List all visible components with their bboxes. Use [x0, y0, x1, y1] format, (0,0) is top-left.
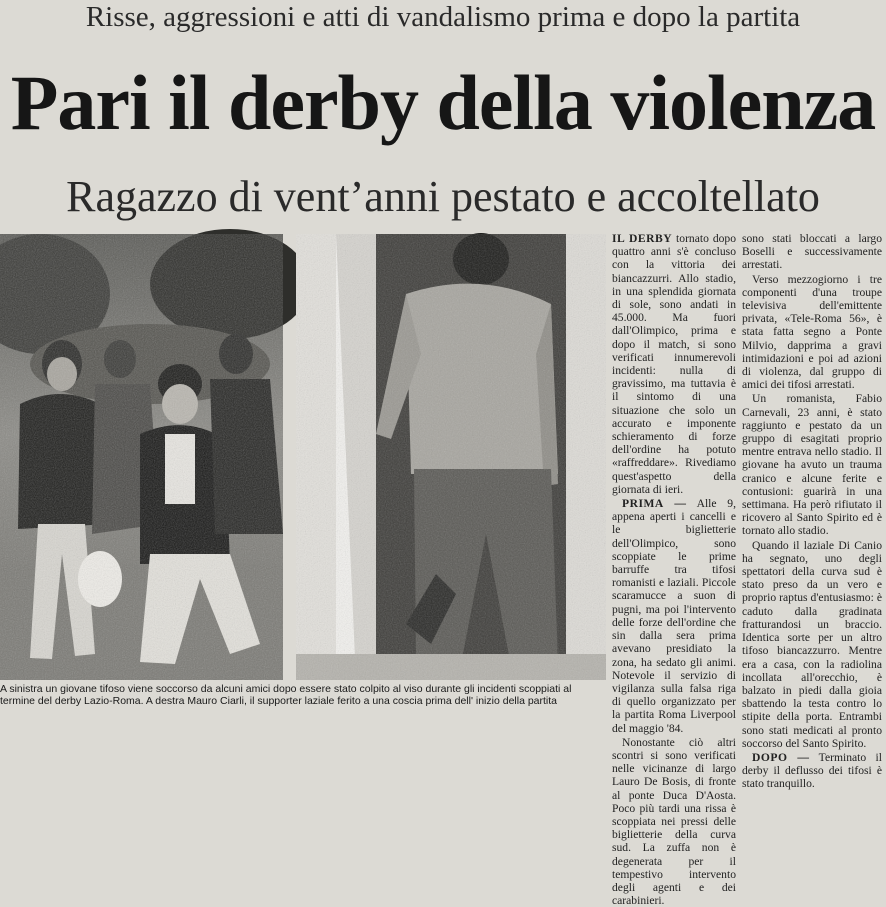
headline: Pari il derby della violenza	[10, 59, 876, 146]
paragraph: sono stati bloccati a largo Boselli e successivamente arrestati.	[742, 232, 882, 272]
paragraph	[612, 497, 736, 735]
kicker: Risse, aggressioni e atti di vandalismo prima e dopo la partita	[85, 1, 801, 33]
article-column-2	[742, 232, 882, 791]
subhead: Ragazzo di vent’anni pestato e accoltellato	[66, 172, 820, 221]
paragraph	[742, 751, 882, 791]
paragraph-lead: IL DERBY	[612, 232, 673, 245]
paragraph: Un romanista, Fabio Carnevali, 23 anni, è stato raggiunto e pestato da un gruppo di esagitati proprio mentre entrava nello stadio. Il giovane ha avuto un trauma cranico e alcune ferite e contusioni: guarirà in una settimana. Ha però rifiutato il ricovero al Santo Spirito ed è tornato allo stadio.	[742, 392, 882, 538]
paragraph-text: tornato dopo quattro anni s'è concluso con la vittoria dei biancazzurri. Allo stadio, in una splendida giornata di sole, sono andati in 45.000. Ma fuori dall'Olimpico, prima e dopo il match, si sono verificati innumerevoli incidenti: nulla di gravissimo, ma tuttavia è il sintomo di una situazione che solo un accurato e imponente schieramento di forze dell'ordine ha potuto «raffreddare». Rivediamo quest'aspetto della giornata di ieri.	[612, 232, 737, 496]
paragraph: Verso mezzogiorno i tre componenti d'una troupe televisiva dell'emittente privata, «Tele-Roma 56», è stata fatta segno a Ponte Milvio, dapprima a gravi intimidazioni e poi ad azioni di violenza, dal gruppo di amici dei tifosi arrestati.	[742, 272, 882, 392]
paragraph-lead: PRIMA —	[622, 497, 687, 511]
article-column-1	[612, 232, 737, 907]
paragraph-text: Alle 9, appena aperti i cancelli e le biglietterie dell'Olimpico, sono scoppiate le prime barruffe tra tifosi romanisti e laziali. Piccole scaramucce a suon di pugni, ma poi l'intervento delle forze dell'ordine che sin dalla sera prima avevano presidiato la zona, ha sedato gli animi. Notevole il servizio di vigilanza sulla falsa riga di quello organizzato per la partita Roma Liverpool del maggio '84.	[612, 497, 736, 735]
photo-injured-supporter	[296, 234, 606, 680]
paragraph-lead: DOPO —	[752, 750, 810, 764]
paragraph-text: Terminato il derby il deflusso dei tifosi è stato tranquillo.	[742, 750, 882, 791]
paragraph: Quando il laziale Di Canio ha segnato, uno degli spettatori della curva sud è stato preso da un vero e proprio raptus d'entusiasmo: è caduto dalla gradinata fratturandosi un braccio. Identica sorte per un altro tifoso biancazzurro. Mentre era a casa, con la radiolina incollata all'orecchio, è balzato in piedi dalla gioia sbattendo la testa contro lo stipite della porta. Entrambi sono stati medicati al pronto soccorso del Santo Spirito.	[742, 538, 882, 750]
paragraph: Nonostante ciò altri scontri si sono verificati nelle vicinanze di largo Lauro De Bosis, di fronte al ponte Duca D'Aosta. Poco più tardi una rissa è scoppiata nei pressi delle biglietterie della curva sud. La zuffa non è degenerata per il tempestivo intervento degli agenti e dei carabinieri.	[612, 735, 736, 907]
photo-fans-group	[0, 234, 283, 680]
photo-caption: A sinistra un giovane tifoso viene soccorso da alcuni amici dopo essere stato colpito al viso durante gli incidenti scoppiati al termine del derby Lazio-Roma. A destra Mauro Ciarli, il supporter laziale ferito a una coscia prima dell' inizio della partita	[0, 683, 572, 707]
paragraph	[612, 232, 736, 496]
